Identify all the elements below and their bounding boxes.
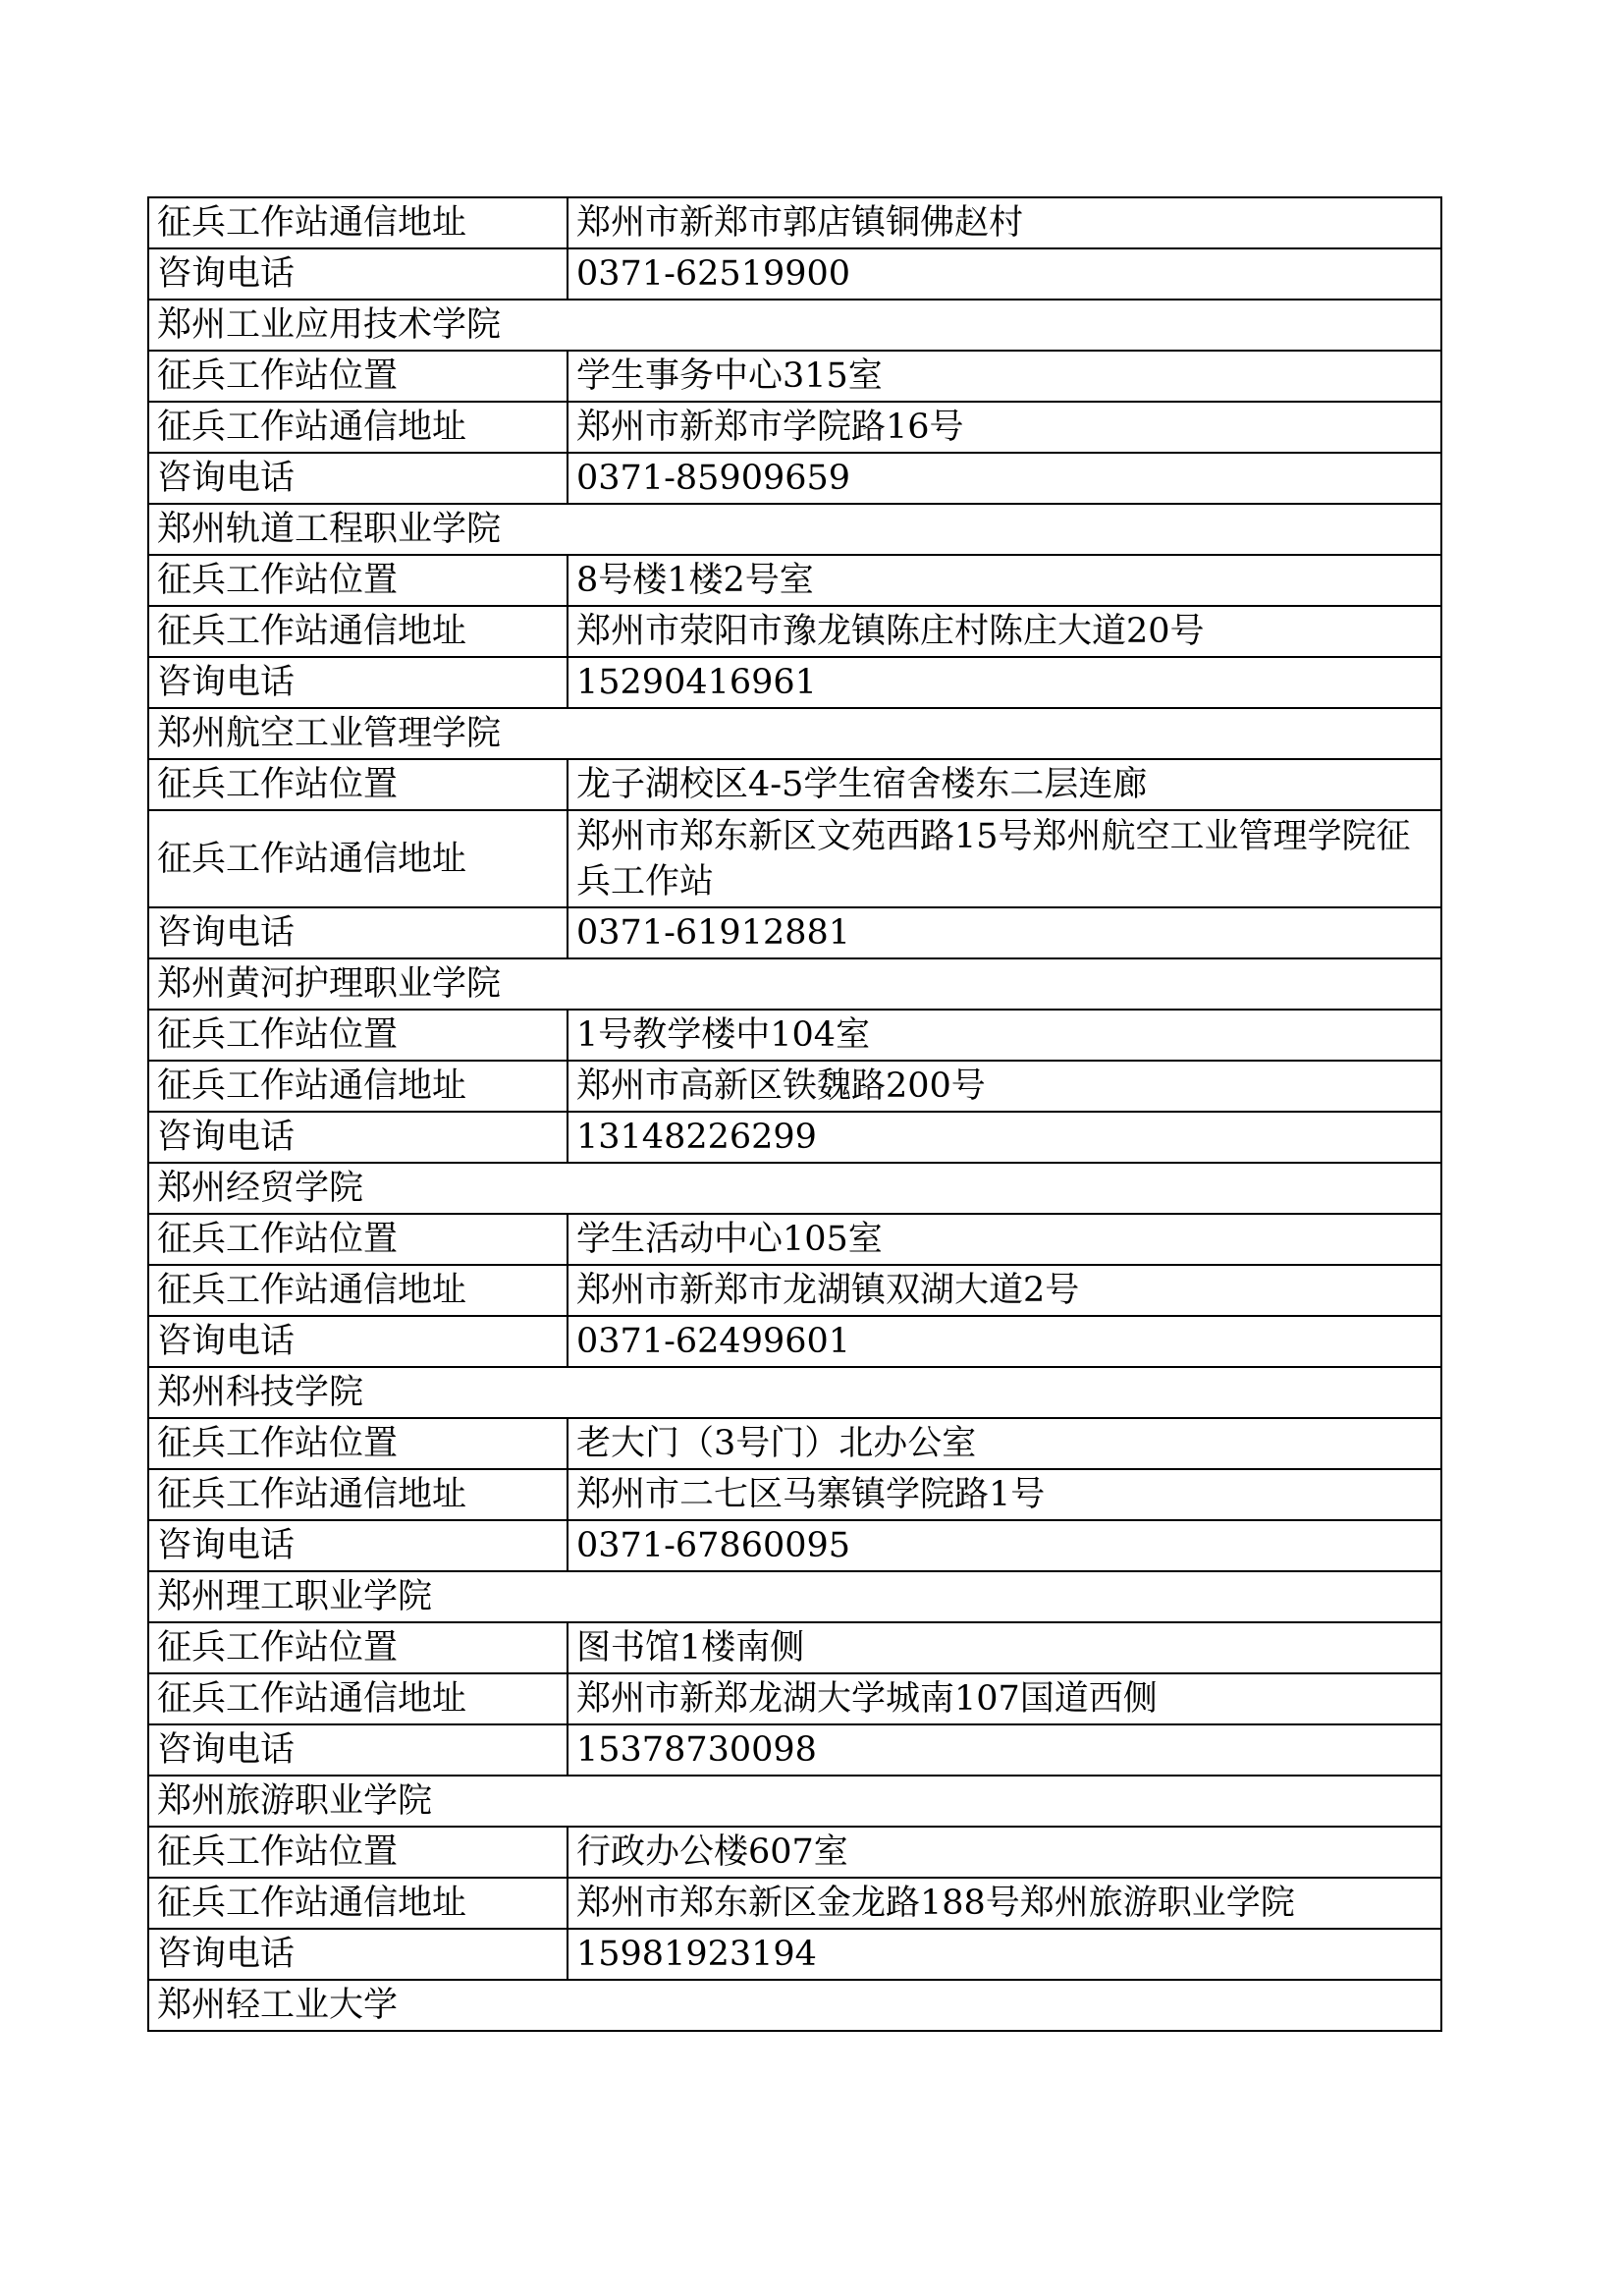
row-label: 征兵工作站通信地址 xyxy=(148,1061,568,1112)
row-label: 征兵工作站位置 xyxy=(148,351,568,402)
row-label: 征兵工作站通信地址 xyxy=(148,810,568,907)
table-row xyxy=(148,1673,1441,1724)
phone-value: 0371-62499601 xyxy=(568,1316,1441,1367)
table-row xyxy=(148,1469,1441,1520)
address-value: 郑州市二七区马寨镇学院路1号 xyxy=(568,1469,1441,1520)
row-label: 征兵工作站通信地址 xyxy=(148,1469,568,1520)
phone-value: 15981923194 xyxy=(568,1929,1441,1980)
school-header-row xyxy=(148,1980,1441,2031)
school-name: 郑州轻工业大学 xyxy=(148,1980,1441,2031)
location-value: 行政办公楼607室 xyxy=(568,1827,1441,1878)
table-row xyxy=(148,453,1441,504)
row-label: 咨询电话 xyxy=(148,453,568,504)
row-label: 征兵工作站通信地址 xyxy=(148,1265,568,1316)
table-row xyxy=(148,351,1441,402)
table-row xyxy=(148,1061,1441,1112)
phone-value: 15378730098 xyxy=(568,1724,1441,1776)
school-header-row xyxy=(148,958,1441,1010)
phone-value: 15290416961 xyxy=(568,657,1441,708)
school-header-row xyxy=(148,504,1441,555)
row-label: 咨询电话 xyxy=(148,657,568,708)
phone-value: 0371-85909659 xyxy=(568,453,1441,504)
location-value: 龙子湖校区4-5学生宿舍楼东二层连廊 xyxy=(568,759,1441,810)
address-value: 郑州市荥阳市豫龙镇陈庄村陈庄大道20号 xyxy=(568,606,1441,657)
phone-value: 13148226299 xyxy=(568,1112,1441,1163)
table-row xyxy=(148,1878,1441,1929)
school-name: 郑州理工职业学院 xyxy=(148,1571,1441,1622)
table-row xyxy=(148,759,1441,810)
row-label: 征兵工作站通信地址 xyxy=(148,606,568,657)
location-value: 老大门（3号门）北办公室 xyxy=(568,1418,1441,1469)
table-row xyxy=(148,1929,1441,1980)
row-label: 征兵工作站位置 xyxy=(148,1214,568,1265)
address-value: 郑州市高新区铁魏路200号 xyxy=(568,1061,1441,1112)
table-row xyxy=(148,907,1441,958)
table-row xyxy=(148,1520,1441,1571)
table-row xyxy=(148,657,1441,708)
school-header-row xyxy=(148,1367,1441,1418)
row-label: 征兵工作站位置 xyxy=(148,759,568,810)
school-header-row xyxy=(148,1163,1441,1214)
row-label: 咨询电话 xyxy=(148,1520,568,1571)
table-row xyxy=(148,1112,1441,1163)
row-label: 咨询电话 xyxy=(148,907,568,958)
row-label: 咨询电话 xyxy=(148,1316,568,1367)
table-row xyxy=(148,810,1441,907)
table-row xyxy=(148,1214,1441,1265)
table-row xyxy=(148,1265,1441,1316)
school-name: 郑州旅游职业学院 xyxy=(148,1776,1441,1827)
row-label: 征兵工作站通信地址 xyxy=(148,1673,568,1724)
table-row xyxy=(148,197,1441,248)
address-value: 郑州市郑东新区金龙路188号郑州旅游职业学院 xyxy=(568,1878,1441,1929)
row-label: 咨询电话 xyxy=(148,1929,568,1980)
address-value: 郑州市郑东新区文苑西路15号郑州航空工业管理学院征兵工作站 xyxy=(568,810,1441,907)
row-label: 咨询电话 xyxy=(148,1724,568,1776)
table-row xyxy=(148,1010,1441,1061)
school-header-row xyxy=(148,708,1441,759)
school-name: 郑州黄河护理职业学院 xyxy=(148,958,1441,1010)
school-header-row xyxy=(148,1571,1441,1622)
school-name: 郑州科技学院 xyxy=(148,1367,1441,1418)
row-label: 征兵工作站位置 xyxy=(148,1622,568,1673)
table-row xyxy=(148,1827,1441,1878)
recruitment-station-table xyxy=(147,196,1442,2032)
school-name: 郑州经贸学院 xyxy=(148,1163,1441,1214)
table-row xyxy=(148,402,1441,453)
address-value: 郑州市新郑市郭店镇铜佛赵村 xyxy=(568,197,1441,248)
table-row xyxy=(148,606,1441,657)
row-label: 咨询电话 xyxy=(148,1112,568,1163)
location-value: 学生活动中心105室 xyxy=(568,1214,1441,1265)
table-row xyxy=(148,1316,1441,1367)
school-name: 郑州轨道工程职业学院 xyxy=(148,504,1441,555)
location-value: 1号教学楼中104室 xyxy=(568,1010,1441,1061)
row-label: 征兵工作站通信地址 xyxy=(148,402,568,453)
row-label: 征兵工作站通信地址 xyxy=(148,197,568,248)
row-label: 咨询电话 xyxy=(148,248,568,300)
row-label: 征兵工作站通信地址 xyxy=(148,1878,568,1929)
address-value: 郑州市新郑市龙湖镇双湖大道2号 xyxy=(568,1265,1441,1316)
phone-value: 0371-61912881 xyxy=(568,907,1441,958)
address-value: 郑州市新郑市学院路16号 xyxy=(568,402,1441,453)
table-row xyxy=(148,1622,1441,1673)
table-row xyxy=(148,248,1441,300)
school-header-row xyxy=(148,1776,1441,1827)
location-value: 8号楼1楼2号室 xyxy=(568,555,1441,606)
location-value: 学生事务中心315室 xyxy=(568,351,1441,402)
row-label: 征兵工作站位置 xyxy=(148,1010,568,1061)
table-row xyxy=(148,1418,1441,1469)
phone-value: 0371-62519900 xyxy=(568,248,1441,300)
school-name: 郑州航空工业管理学院 xyxy=(148,708,1441,759)
school-name: 郑州工业应用技术学院 xyxy=(148,300,1441,351)
school-header-row xyxy=(148,300,1441,351)
address-value: 郑州市新郑龙湖大学城南107国道西侧 xyxy=(568,1673,1441,1724)
row-label: 征兵工作站位置 xyxy=(148,1418,568,1469)
row-label: 征兵工作站位置 xyxy=(148,1827,568,1878)
location-value: 图书馆1楼南侧 xyxy=(568,1622,1441,1673)
phone-value: 0371-67860095 xyxy=(568,1520,1441,1571)
table-row xyxy=(148,1724,1441,1776)
table-row xyxy=(148,555,1441,606)
row-label: 征兵工作站位置 xyxy=(148,555,568,606)
